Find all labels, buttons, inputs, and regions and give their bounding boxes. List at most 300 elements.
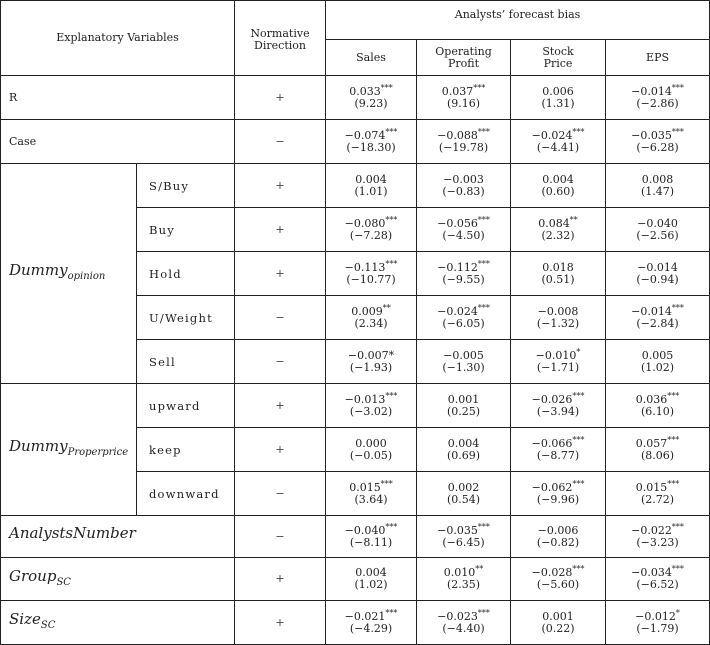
coefficient <box>511 478 605 494</box>
coefficient <box>417 82 510 98</box>
t-statistic: (−1.79) <box>636 621 679 635</box>
row-sublabel: Buy <box>137 208 235 252</box>
t-statistic: (−1.93) <box>349 360 393 374</box>
variable-base: Dummy <box>9 437 68 455</box>
variable-base: Group <box>9 566 57 585</box>
t-statistic: (−10.77) <box>346 272 396 286</box>
significance-stars: *** <box>477 607 490 617</box>
value-cell <box>606 516 710 558</box>
t-statistic: (−3.23) <box>636 535 679 549</box>
value-cell <box>511 120 606 164</box>
value-cell <box>606 296 710 340</box>
significance-stars: *** <box>477 214 490 224</box>
value-cell <box>326 252 417 296</box>
t-statistic: (−19.78) <box>438 140 489 154</box>
t-statistic: (−2.56) <box>636 228 679 242</box>
t-statistic: (2.32) <box>541 228 575 242</box>
coefficient-value: 0.000 <box>355 436 387 450</box>
coefficient <box>326 126 416 142</box>
coefficient-value: −0.035 <box>631 128 672 142</box>
column-header-line2: Profit <box>447 56 480 70</box>
coefficient-value: −0.012 <box>635 609 676 623</box>
row-sublabel: Sell <box>137 340 235 384</box>
significance-stars: *** <box>477 258 490 268</box>
row-label: R <box>1 76 235 120</box>
coefficient-value: −0.024 <box>437 304 478 318</box>
significance-stars: *** <box>477 302 490 312</box>
coefficient-value: −0.003 <box>443 172 484 186</box>
variable-base: AnalystsNumber <box>9 524 136 542</box>
t-statistic: (−4.40) <box>442 621 485 635</box>
value-cell <box>417 384 511 428</box>
coefficient-value: −0.034 <box>631 566 672 579</box>
value-cell <box>326 428 417 472</box>
t-statistic: (1.01) <box>354 184 388 198</box>
group-label-dummy-opinion <box>1 164 137 384</box>
coefficient <box>606 607 709 623</box>
value-cell <box>417 601 511 645</box>
significance-stars: *** <box>671 521 684 531</box>
table-row <box>1 384 710 428</box>
coefficient-value: −0.005 <box>443 348 484 362</box>
coefficient-value: −0.074 <box>344 128 386 142</box>
coefficient <box>417 126 510 142</box>
coefficient <box>326 302 416 318</box>
t-statistic: (1.02) <box>640 360 675 374</box>
coefficient <box>511 390 605 406</box>
coefficient <box>511 126 605 142</box>
value-cell <box>326 558 417 601</box>
t-statistic: (−4.50) <box>442 228 485 242</box>
t-statistic: (−2.86) <box>636 96 679 110</box>
table-row <box>1 164 710 208</box>
coefficient <box>326 350 416 362</box>
t-statistic: (0.22) <box>541 621 575 635</box>
coefficient <box>326 521 416 537</box>
coefficient <box>326 438 416 450</box>
value-cell <box>511 472 606 516</box>
t-statistic: (−8.77) <box>536 448 580 462</box>
coefficient-value: 0.001 <box>447 392 480 406</box>
normative-direction: + <box>235 208 326 252</box>
coefficient <box>606 521 709 537</box>
t-statistic: (−3.94) <box>536 404 580 418</box>
value-cell <box>606 340 710 384</box>
t-statistic: (2.72) <box>640 492 675 506</box>
value-cell <box>606 164 710 208</box>
t-statistic: (0.25) <box>446 404 481 418</box>
coefficient-value: 0.010 <box>443 566 476 579</box>
coefficient <box>511 346 605 362</box>
coefficient <box>511 525 605 537</box>
column-header <box>511 40 606 76</box>
value-cell <box>511 252 606 296</box>
coefficient-value: −0.024 <box>531 128 573 142</box>
coefficient <box>511 611 605 623</box>
coefficient-value: 0.015 <box>635 480 668 494</box>
coefficient <box>417 350 510 362</box>
significance-stars: *** <box>385 607 398 617</box>
coefficient-value: −0.080 <box>344 216 386 230</box>
coefficient <box>326 390 416 406</box>
header-forecast-bias: Analysts’ forecast bias <box>326 1 710 40</box>
table-row <box>1 516 710 558</box>
t-statistic: (1.31) <box>541 96 575 110</box>
value-cell <box>326 384 417 428</box>
significance-stars: *** <box>385 258 398 268</box>
coefficient-value: 0.004 <box>542 172 574 186</box>
normative-direction: + <box>235 428 326 472</box>
coefficient-value: 0.006 <box>542 84 574 98</box>
t-statistic: (−6.28) <box>636 140 679 154</box>
coefficient <box>606 434 709 450</box>
coefficient <box>326 258 416 274</box>
normative-direction: + <box>235 252 326 296</box>
value-cell <box>417 208 511 252</box>
significance-stars: *** <box>572 434 585 444</box>
value-cell <box>417 164 511 208</box>
coefficient-value: −0.021 <box>344 609 386 623</box>
t-statistic: (0.60) <box>541 184 575 198</box>
value-cell <box>511 558 606 601</box>
normative-direction: + <box>235 164 326 208</box>
coefficient <box>417 258 510 274</box>
coefficient <box>606 262 709 274</box>
value-cell <box>417 252 511 296</box>
value-cell <box>606 558 710 601</box>
t-statistic: (−0.94) <box>636 272 679 286</box>
variable-name <box>9 566 71 588</box>
variable-subscript: SC <box>40 620 56 631</box>
group-label-dummy-properprice <box>1 384 137 516</box>
coefficient <box>417 438 510 450</box>
t-statistic: (−9.96) <box>536 492 580 506</box>
coefficient-value: 0.057 <box>635 436 668 450</box>
value-cell <box>326 208 417 252</box>
significance-stars: *** <box>572 126 585 136</box>
coefficient-value: −0.013 <box>344 392 386 406</box>
coefficient-value: −0.088 <box>437 128 478 142</box>
value-cell <box>417 558 511 601</box>
coefficient-value: −0.010 <box>535 348 577 362</box>
value-cell <box>511 516 606 558</box>
coefficient <box>606 478 709 494</box>
t-statistic: (1.02) <box>354 578 388 591</box>
coefficient <box>606 350 709 362</box>
coefficient <box>511 306 605 318</box>
header-normative-direction <box>235 1 326 76</box>
coefficient <box>606 218 709 230</box>
significance-stars: *** <box>671 302 684 312</box>
coefficient-value: −0.014 <box>631 304 672 318</box>
value-cell <box>326 340 417 384</box>
coefficient-value: −0.112 <box>437 260 478 274</box>
significance-stars: ** <box>569 214 578 224</box>
value-cell <box>606 252 710 296</box>
coefficient-value: 0.002 <box>447 480 480 494</box>
coefficient-value: −0.066 <box>531 436 573 450</box>
normative-direction: − <box>235 120 326 164</box>
row-sublabel: downward <box>137 472 235 516</box>
t-statistic: (2.35) <box>446 578 481 591</box>
coefficient-value: −0.040 <box>637 216 678 230</box>
coefficient <box>606 390 709 406</box>
column-header-line1: Stock <box>542 44 574 58</box>
coefficient-value: −0.040 <box>344 523 386 537</box>
significance-stars: *** <box>380 82 393 92</box>
value-cell <box>606 208 710 252</box>
value-cell <box>326 296 417 340</box>
coefficient-value: 0.018 <box>542 260 574 274</box>
t-statistic: (0.69) <box>446 448 481 462</box>
header-normative-line2: Direction <box>254 39 306 52</box>
coefficient <box>511 214 605 230</box>
value-cell <box>606 428 710 472</box>
coefficient-value: 0.008 <box>641 172 674 186</box>
coefficient-value: −0.006 <box>537 523 579 537</box>
header-normative-line1: Normative <box>250 27 310 40</box>
table-row <box>1 120 710 164</box>
normative-direction: + <box>235 601 326 645</box>
column-header <box>326 40 417 76</box>
coefficient <box>511 174 605 186</box>
t-statistic: (−18.30) <box>346 140 396 154</box>
coefficient-value: −0.014 <box>631 84 672 98</box>
t-statistic: (−6.45) <box>442 535 485 549</box>
t-statistic: (−6.05) <box>442 316 485 330</box>
coefficient-value: 0.004 <box>355 172 387 186</box>
normative-direction: − <box>235 472 326 516</box>
t-statistic: (−5.60) <box>536 578 580 591</box>
significance-stars: *** <box>667 478 680 488</box>
value-cell <box>606 472 710 516</box>
value-cell <box>326 120 417 164</box>
coefficient <box>511 434 605 450</box>
coefficient <box>417 394 510 406</box>
value-cell <box>511 208 606 252</box>
t-statistic: (0.51) <box>541 272 575 286</box>
row-label <box>1 516 235 558</box>
coefficient-value: 0.084 <box>538 216 570 230</box>
coefficient-value: 0.033 <box>349 84 381 98</box>
coefficient <box>606 126 709 142</box>
value-cell <box>417 340 511 384</box>
significance-stars: *** <box>385 214 398 224</box>
coefficient-value: −0.062 <box>531 480 573 494</box>
t-statistic: (−7.28) <box>349 228 393 242</box>
t-statistic: (−0.83) <box>442 184 485 198</box>
coefficient-value: −0.007* <box>347 348 395 362</box>
significance-stars: *** <box>385 390 398 400</box>
significance-stars: *** <box>671 564 684 574</box>
significance-stars: *** <box>385 521 398 531</box>
value-cell <box>326 601 417 645</box>
coefficient <box>326 174 416 186</box>
coefficient <box>511 262 605 274</box>
significance-stars: *** <box>667 434 680 444</box>
normative-direction: + <box>235 76 326 120</box>
t-statistic: (6.10) <box>640 404 675 418</box>
value-cell <box>326 472 417 516</box>
coefficient-value: −0.035 <box>437 523 478 537</box>
t-statistic: (−0.82) <box>536 535 580 549</box>
value-cell <box>606 120 710 164</box>
significance-stars: *** <box>671 82 684 92</box>
variable-subscript: Properprice <box>67 447 129 458</box>
coefficient <box>606 82 709 98</box>
t-statistic: (−4.29) <box>349 621 393 635</box>
row-label <box>1 558 235 601</box>
t-statistic: (3.64) <box>354 492 388 506</box>
coefficient-value: −0.026 <box>531 392 573 406</box>
significance-stars: *** <box>667 390 680 400</box>
coefficient-value: 0.015 <box>349 480 381 494</box>
coefficient-value: −0.008 <box>537 304 579 318</box>
coefficient <box>417 214 510 230</box>
significance-stars: * <box>576 346 581 356</box>
row-label: Case <box>1 120 235 164</box>
coefficient-value: 0.004 <box>447 436 480 450</box>
value-cell <box>511 164 606 208</box>
value-cell <box>511 340 606 384</box>
value-cell <box>606 601 710 645</box>
row-sublabel: S/Buy <box>137 164 235 208</box>
significance-stars: *** <box>572 478 585 488</box>
column-header-line2: Price <box>543 56 573 70</box>
coefficient <box>417 607 510 623</box>
table-row <box>1 76 710 120</box>
coefficient <box>511 86 605 98</box>
column-header-line1: Operating <box>435 44 492 58</box>
value-cell <box>417 76 511 120</box>
coefficient <box>326 607 416 623</box>
variable-base: Dummy <box>9 261 68 279</box>
value-cell <box>606 384 710 428</box>
row-sublabel: U/Weight <box>137 296 235 340</box>
coefficient-value: −0.014 <box>637 260 678 274</box>
value-cell <box>606 76 710 120</box>
coefficient <box>417 174 510 186</box>
variable-name <box>9 437 129 458</box>
variable-base: Size <box>9 610 41 628</box>
t-statistic: (1.47) <box>640 184 675 198</box>
row-sublabel: keep <box>137 428 235 472</box>
row-sublabel: upward <box>137 384 235 428</box>
header-explanatory-variables: Explanatory Variables <box>1 1 235 76</box>
variable-name <box>9 524 136 542</box>
t-statistic: (−0.05) <box>349 448 393 462</box>
value-cell <box>511 296 606 340</box>
significance-stars: *** <box>572 564 585 574</box>
value-cell <box>417 428 511 472</box>
variable-subscript: opinion <box>67 271 106 282</box>
t-statistic: (8.06) <box>640 448 675 462</box>
row-label <box>1 601 235 645</box>
value-cell <box>511 601 606 645</box>
coefficient-value: −0.028 <box>531 566 573 579</box>
column-header-line1: EPS <box>646 50 670 64</box>
normative-direction: + <box>235 384 326 428</box>
significance-stars: *** <box>473 82 486 92</box>
normative-direction: − <box>235 516 326 558</box>
coefficient-value: −0.022 <box>631 523 672 537</box>
coefficient <box>326 478 416 494</box>
variable-name <box>9 610 56 631</box>
coefficient-value: 0.036 <box>635 392 668 406</box>
normative-direction: + <box>235 558 326 601</box>
column-header-line1: Sales <box>356 50 386 64</box>
value-cell <box>511 428 606 472</box>
t-statistic: (−9.55) <box>442 272 485 286</box>
t-statistic: (−8.11) <box>349 535 393 549</box>
coefficient <box>326 82 416 98</box>
variable-subscript: SC <box>56 576 71 588</box>
coefficient <box>417 302 510 318</box>
significance-stars: ** <box>382 302 391 312</box>
value-cell <box>417 296 511 340</box>
t-statistic: (−3.02) <box>349 404 393 418</box>
value-cell <box>326 164 417 208</box>
coefficient <box>417 521 510 537</box>
t-statistic: (9.16) <box>446 96 481 110</box>
column-header <box>606 40 710 76</box>
value-cell <box>326 516 417 558</box>
normative-direction: − <box>235 340 326 384</box>
table-row <box>1 558 710 601</box>
t-statistic: (9.23) <box>354 96 388 110</box>
coefficient-value: −0.023 <box>437 609 478 623</box>
coefficient-value: 0.005 <box>641 348 674 362</box>
coefficient <box>326 214 416 230</box>
coefficient-value: −0.056 <box>437 216 478 230</box>
normative-direction: − <box>235 296 326 340</box>
value-cell <box>326 76 417 120</box>
t-statistic: (−1.71) <box>536 360 580 374</box>
t-statistic: (−1.32) <box>536 316 580 330</box>
significance-stars: *** <box>477 521 490 531</box>
significance-stars: *** <box>572 390 585 400</box>
column-header <box>417 40 511 76</box>
table-row <box>1 601 710 645</box>
coefficient <box>606 302 709 318</box>
coefficient <box>606 174 709 186</box>
coefficient-value: −0.113 <box>344 260 386 274</box>
value-cell <box>417 516 511 558</box>
coefficient-value: 0.004 <box>355 566 387 579</box>
coefficient-value: 0.037 <box>441 84 474 98</box>
value-cell <box>417 120 511 164</box>
t-statistic: (−4.41) <box>536 140 580 154</box>
t-statistic: (−6.52) <box>636 578 679 591</box>
t-statistic: (−2.84) <box>636 316 679 330</box>
value-cell <box>511 76 606 120</box>
t-statistic: (2.34) <box>354 316 388 330</box>
significance-stars: *** <box>671 126 684 136</box>
row-sublabel: Hold <box>137 252 235 296</box>
t-statistic: (−1.30) <box>442 360 485 374</box>
value-cell <box>417 472 511 516</box>
significance-stars: ** <box>475 564 484 574</box>
coefficient-value: 0.001 <box>542 609 574 623</box>
t-statistic: (0.54) <box>446 492 481 506</box>
significance-stars: *** <box>385 126 398 136</box>
variable-name <box>9 261 106 282</box>
coefficient <box>417 482 510 494</box>
value-cell <box>511 384 606 428</box>
coefficient-value: 0.009 <box>351 304 383 318</box>
significance-stars: *** <box>477 126 490 136</box>
significance-stars: *** <box>380 478 393 488</box>
